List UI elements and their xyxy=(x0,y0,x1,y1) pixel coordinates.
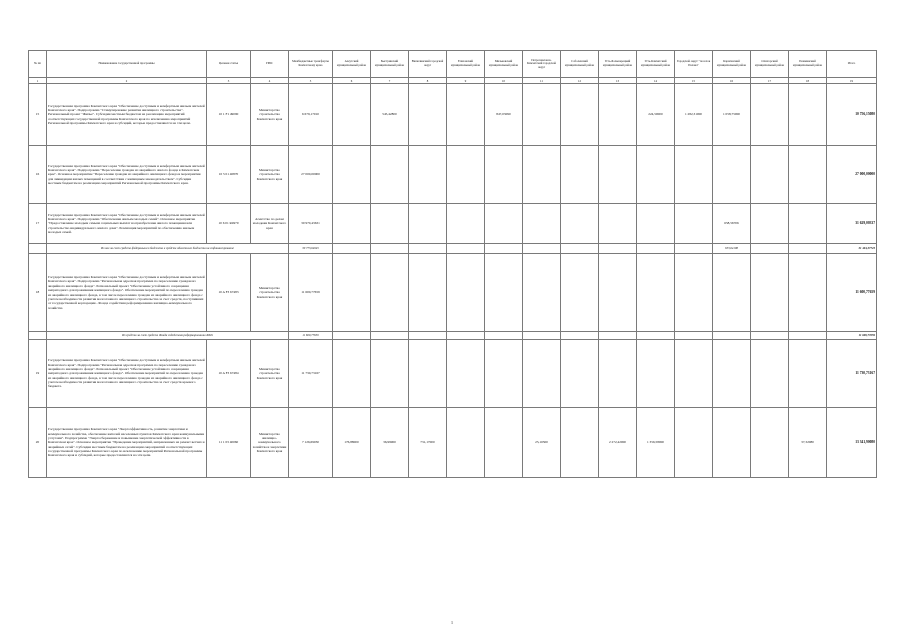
empty-cell xyxy=(333,332,371,340)
subtotal-value: 11 600,77659 xyxy=(289,332,333,340)
value-cell xyxy=(675,340,713,408)
value-cell: 6 679,17010 xyxy=(289,84,333,146)
value-cell: 11 730,73167 xyxy=(289,340,333,408)
budget-table-sheet xyxy=(28,50,876,478)
column-number: 14 xyxy=(637,78,675,84)
table-body xyxy=(29,84,877,478)
value-cell xyxy=(789,340,827,408)
column-header: Карагинский муниципальный район xyxy=(713,51,751,78)
value-cell xyxy=(371,340,409,408)
empty-cell xyxy=(485,332,523,340)
value-cell xyxy=(371,204,409,244)
value-cell xyxy=(409,84,447,146)
value-cell xyxy=(523,146,561,204)
value-cell xyxy=(409,204,447,244)
value-cell xyxy=(789,254,827,332)
program-description: Государственная программа Камчатского края "Обеспечение доступным и комфортным жильем жителей Камчатского края". Подпрограмма "Региональная адресная программа по переселению граждан из аварийного жилищного фонда". Региональный проект "Обеспечение устойчивого сокращения непригодного для проживания жилищного фонда". Обеспечение мероприятий по переселению граждан из аварийного жилищного фонда, в том числе переселению граждан из аварийного жилищного фонда с учетом необходимости развития малоэтажного жилищного строительства за счет средств краевого бюджета. xyxy=(47,340,207,408)
column-header: Городской округ "поселок Палана" xyxy=(675,51,713,78)
value-cell xyxy=(561,254,599,332)
grbs-name: Министерство строительства Камчатского края xyxy=(251,84,289,146)
column-header: № пп xyxy=(29,51,47,78)
column-header: Соболевский муниципальный район xyxy=(561,51,599,78)
value-cell xyxy=(599,340,637,408)
value-cell: 658,56706 xyxy=(713,204,751,244)
row-total: 27 000,00000 xyxy=(827,146,877,204)
value-cell xyxy=(485,146,523,204)
column-number: 15 xyxy=(675,78,713,84)
value-cell xyxy=(637,254,675,332)
subtotal-value: 653,64108 xyxy=(713,244,751,254)
empty-cell xyxy=(523,332,561,340)
column-number: 19 xyxy=(827,78,877,84)
header-row xyxy=(29,51,877,78)
value-cell xyxy=(333,204,371,244)
column-header: Олюторский муниципальный район xyxy=(751,51,789,78)
empty-cell xyxy=(751,244,789,254)
value-cell: 1 282,31000 xyxy=(675,84,713,146)
column-header: Пенжинский муниципальный район xyxy=(789,51,827,78)
program-description: Государственная программа Камчатского края "Энергоэффективность, развитие энергетики и коммунального хозяйства, обеспечение жителей населенных пунктов Камчатского края коммунальными услугами". Подпрограмма "Энергосбережение и повышение энергетической эффективности в Камчатском крае". Основное мероприятие "Проведение мероприятий, направленных на ремонт ветхих и аварийных сетей". Субсидии местным бюджетам на реализацию мероприятий соответствующих государственной программы Камчатского края по исключению мероприятий Региональной программы Камчатского края и субсидий, которые предоставляются на эти цели. xyxy=(47,408,207,478)
program-description: Государственная программа Камчатского края "Обеспечение доступным и комфортным жильем жителей Камчатского края". Подпрограмма "Переселение граждан из аварийного жилого фонда в Камчатском крае". Основное мероприятие "Переселение граждан из аварийного жилищного фонда и мероприятия для ликвидации жилых помещений в соответствии с жилищным законодательством". Субсидии местным бюджетам на реализацию мероприятий Региональной программы Камчатского края. xyxy=(47,146,207,204)
value-cell xyxy=(409,340,447,408)
value-cell xyxy=(637,204,675,244)
subtotal-value: 30 773,64945 xyxy=(289,244,333,254)
table-row xyxy=(29,340,877,408)
column-header: Итого xyxy=(827,51,877,78)
value-cell: 36,99900 xyxy=(371,408,409,478)
value-cell xyxy=(789,204,827,244)
row-total: 10 756,15080 xyxy=(827,84,877,146)
table-row xyxy=(29,204,877,244)
column-header: Усть-Большерецкий муниципальный район xyxy=(599,51,637,78)
value-cell xyxy=(485,254,523,332)
page-number: 1 xyxy=(451,620,453,625)
value-cell xyxy=(751,84,789,146)
value-cell xyxy=(447,146,485,204)
value-cell xyxy=(523,254,561,332)
target-code: 10 1 F1 49090 xyxy=(207,84,251,146)
subtotal-label: Из них за счет средств федерального бюджета и средств областного бюджета на софинансирование xyxy=(47,244,289,254)
column-header: ГРБС xyxy=(251,51,289,78)
column-number: 6 xyxy=(333,78,371,84)
empty-cell xyxy=(599,332,637,340)
empty-cell xyxy=(409,244,447,254)
column-number: 10 xyxy=(485,78,523,84)
column-number: 7 xyxy=(371,78,409,84)
subtotal-total: 31 404,37723 xyxy=(827,244,877,254)
table-row xyxy=(29,254,877,332)
value-cell xyxy=(485,340,523,408)
value-cell xyxy=(333,340,371,408)
value-cell xyxy=(447,408,485,478)
empty-cell xyxy=(485,244,523,254)
value-cell xyxy=(523,204,561,244)
column-header: Алеутский муниципальный район xyxy=(333,51,371,78)
column-header: Мильковский муниципальный район xyxy=(485,51,523,78)
row-number: 15 xyxy=(29,84,47,146)
column-header: Вилючинский городской округ xyxy=(409,51,447,78)
target-code: 10 A F3 67483 xyxy=(207,254,251,332)
column-number: 2 xyxy=(47,78,207,84)
column-header: Елизовский муниципальный район xyxy=(447,51,485,78)
row-number: 18 xyxy=(29,254,47,332)
row-total: 13 341,90080 xyxy=(827,408,877,478)
grbs-name: Министерство жилищно-коммунального хозяйства и энергетики Камчатского края xyxy=(251,408,289,478)
value-cell xyxy=(523,340,561,408)
program-description: Государственная программа Камчатского края "Обеспечение доступным и комфортным жильем жителей Камчатского края". Подпрограмма "Обеспечение жильем молодых семей". Основное мероприятие "Предоставление молодым семьям социальных выплат на приобретение жилого помещения или строительство индивидуального жилого дома". Реализация мероприятий по обеспечению жильем молодых семей. xyxy=(47,204,207,244)
empty-cell xyxy=(447,332,485,340)
value-cell xyxy=(751,408,789,478)
value-cell xyxy=(523,84,561,146)
value-cell xyxy=(637,146,675,204)
value-cell xyxy=(599,84,637,146)
table-row xyxy=(29,84,877,146)
target-code: 10 A F3 67484 xyxy=(207,340,251,408)
empty-cell xyxy=(751,332,789,340)
column-number: 8 xyxy=(409,78,447,84)
value-cell xyxy=(561,408,599,478)
value-cell xyxy=(675,146,713,204)
column-number: 9 xyxy=(447,78,485,84)
row-number: 20 xyxy=(29,408,47,478)
value-cell xyxy=(751,146,789,204)
target-code: 11 1 03 40060 xyxy=(207,408,251,478)
value-cell: 545,42800 xyxy=(371,84,409,146)
value-cell: 176,88000 xyxy=(333,408,371,478)
empty-cell xyxy=(523,244,561,254)
grbs-name: Министерство строительства Камчатского края xyxy=(251,146,289,204)
column-number: 13 xyxy=(599,78,637,84)
value-cell xyxy=(371,254,409,332)
column-header: Наименование государственной программы xyxy=(47,51,207,78)
subtotal-value xyxy=(713,332,751,340)
value-cell xyxy=(447,204,485,244)
column-number: 12 xyxy=(561,78,599,84)
column-header: Петропавловск-Камчатский городской округ xyxy=(523,51,561,78)
row-number: 16 xyxy=(29,146,47,204)
column-number: 17 xyxy=(751,78,789,84)
value-cell xyxy=(447,254,485,332)
value-cell: 847,03090 xyxy=(485,84,523,146)
row-total: 31 629,00337 xyxy=(827,204,877,244)
empty-cell xyxy=(599,244,637,254)
value-cell xyxy=(789,146,827,204)
empty-cell xyxy=(789,332,827,340)
empty-cell xyxy=(561,332,599,340)
column-header: Усть-Камчатский муниципальный район xyxy=(637,51,675,78)
value-cell: 731,17000 xyxy=(409,408,447,478)
value-cell xyxy=(333,146,371,204)
value-cell xyxy=(713,408,751,478)
value-cell xyxy=(713,146,751,204)
value-cell xyxy=(751,340,789,408)
table-row xyxy=(29,408,877,478)
value-cell xyxy=(409,146,447,204)
empty-cell xyxy=(371,332,409,340)
value-cell: 37,32080 xyxy=(789,408,827,478)
column-number: 11 xyxy=(523,78,561,84)
value-cell xyxy=(333,84,371,146)
row-number: 17 xyxy=(29,204,47,244)
value-cell: 11 600,77659 xyxy=(289,254,333,332)
subtotal-row xyxy=(29,244,877,254)
empty-cell xyxy=(637,244,675,254)
target-code: 10 5 01 40870 xyxy=(207,146,251,204)
value-cell xyxy=(599,204,637,244)
value-cell xyxy=(789,84,827,146)
empty-cell xyxy=(333,244,371,254)
empty-cell xyxy=(29,332,47,340)
grbs-name: Агентство по делам молодежи Камчатского края xyxy=(251,204,289,244)
column-number: 5 xyxy=(289,78,333,84)
empty-cell xyxy=(675,244,713,254)
value-cell xyxy=(447,340,485,408)
value-cell: 30 970,43631 xyxy=(289,204,333,244)
value-cell xyxy=(485,408,523,478)
value-cell: 1 058,75000 xyxy=(713,84,751,146)
value-cell xyxy=(485,204,523,244)
program-description: Государственная программа Камчатского края "Обеспечение доступным и комфортным жильем жителей Камчатского края". Подпрограмма "Стимулирование развития жилищного строительства". Региональный проект "Жилье". Субсидии местным бюджетам на реализацию мероприятий соответствующих государственной программы Камчатского края по исключению мероприятий Региональной программы Камчатского края и субсидий, которые предоставляются на эти цели. xyxy=(47,84,207,146)
value-cell xyxy=(713,254,751,332)
value-cell xyxy=(599,146,637,204)
value-cell: 7 126,69030 xyxy=(289,408,333,478)
value-cell xyxy=(713,340,751,408)
empty-cell xyxy=(409,332,447,340)
subtotal-total: 11 600,77659 xyxy=(827,332,877,340)
value-cell xyxy=(561,204,599,244)
column-number: 18 xyxy=(789,78,827,84)
column-number: 4 xyxy=(251,78,289,84)
row-total: 11 600,77659 xyxy=(827,254,877,332)
subtotal-label: Из средств за счет средств Фонда содействия реформированию ЖКХ xyxy=(47,332,289,340)
column-header: Межбюджетные трансферты Камчатскому краю xyxy=(289,51,333,78)
value-cell xyxy=(409,254,447,332)
value-cell xyxy=(751,204,789,244)
value-cell xyxy=(637,340,675,408)
value-cell xyxy=(561,340,599,408)
grbs-name: Министерство строительства Камчатского края xyxy=(251,254,289,332)
empty-cell xyxy=(675,332,713,340)
value-cell xyxy=(561,84,599,146)
empty-cell xyxy=(447,244,485,254)
value-cell: 25,10300 xyxy=(523,408,561,478)
value-cell xyxy=(599,254,637,332)
value-cell xyxy=(675,408,713,478)
program-description: Государственная программа Камчатского края "Обеспечение доступным и комфортным жильем жителей Камчатского края". Подпрограмма "Региональная адресная программа по переселению граждан из аварийного жилищного фонда". Региональный проект "Обеспечение устойчивого сокращения непригодного для проживания жилищного фонда". Обеспечение мероприятий по переселению граждан из аварийного жилищного фонда, в том числе переселению граждан из аварийного жилищного фонда с учетом необходимости развития малоэтажного жилищного строительства за счет средств, поступивших от государственной корпорации - Фонда содействия реформированию жилищно-коммунального хозяйства xyxy=(47,254,207,332)
column-header: Быстринский муниципальный район xyxy=(371,51,409,78)
budget-table xyxy=(28,50,877,478)
empty-cell xyxy=(561,244,599,254)
value-cell xyxy=(333,254,371,332)
subtotal-row xyxy=(29,332,877,340)
value-cell xyxy=(561,146,599,204)
value-cell: 1 356,58000 xyxy=(637,408,675,478)
column-number: 1 xyxy=(29,78,47,84)
value-cell: 224,50000 xyxy=(637,84,675,146)
row-number: 19 xyxy=(29,340,47,408)
value-cell xyxy=(371,146,409,204)
empty-cell xyxy=(371,244,409,254)
target-code: 10 6 01 R4970 xyxy=(207,204,251,244)
column-number: 16 xyxy=(713,78,751,84)
value-cell xyxy=(447,84,485,146)
empty-cell xyxy=(789,244,827,254)
value-cell xyxy=(675,254,713,332)
value-cell xyxy=(675,204,713,244)
value-cell xyxy=(751,254,789,332)
empty-cell xyxy=(29,244,47,254)
empty-cell xyxy=(637,332,675,340)
table-row xyxy=(29,146,877,204)
column-header: Целевая статья xyxy=(207,51,251,78)
row-total: 11 730,73167 xyxy=(827,340,877,408)
value-cell: 27 000,00000 xyxy=(289,146,333,204)
grbs-name: Министерство строительства Камчатского края xyxy=(251,340,289,408)
value-cell: 2 272,42000 xyxy=(599,408,637,478)
column-number: 3 xyxy=(207,78,251,84)
